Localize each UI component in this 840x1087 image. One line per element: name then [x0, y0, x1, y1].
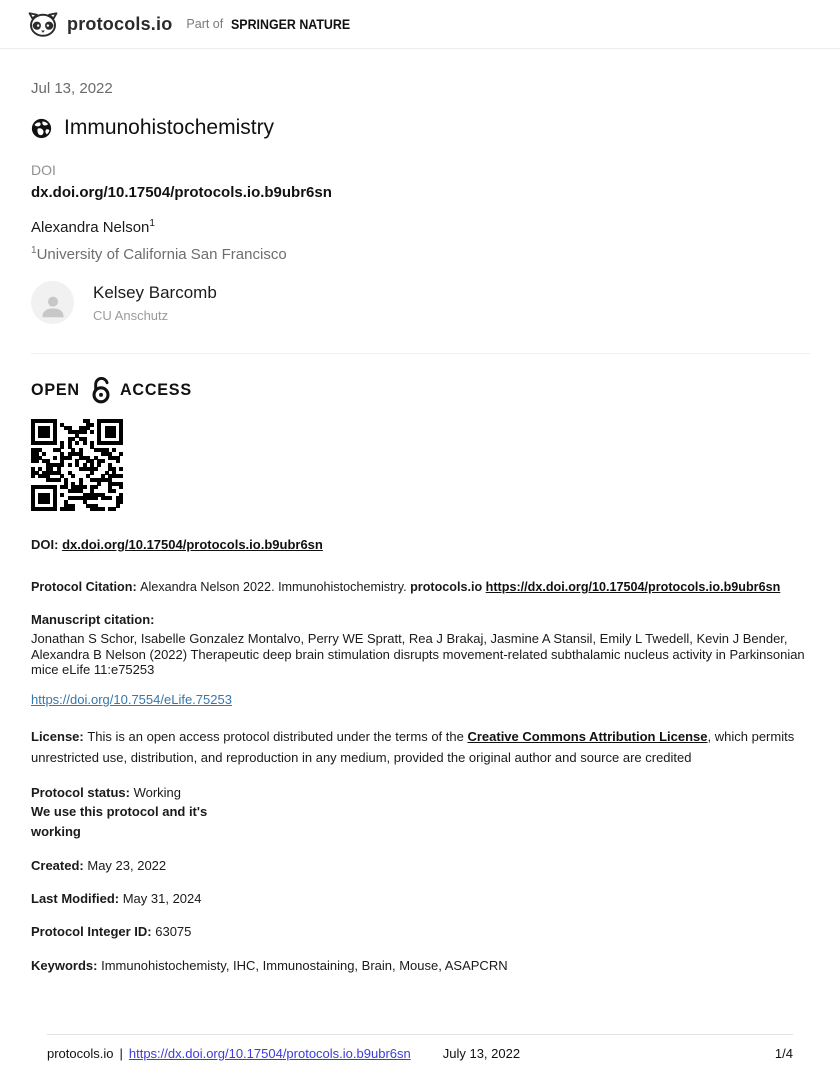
page-footer	[47, 1034, 793, 1061]
springer-nature-wordmark: SPRINGER NATURE	[231, 16, 351, 32]
author-text: Alexandra Nelson	[31, 219, 150, 236]
globe-public-icon	[31, 118, 52, 139]
footer-separator: |	[119, 1046, 123, 1061]
protocol-citation-text: Alexandra Nelson 2022. Immunohistochemistry.	[140, 580, 411, 595]
footer-doi-link[interactable]: https://dx.doi.org/10.17504/protocols.io.b9ubr6sn	[128, 1046, 411, 1061]
doi-link[interactable]: dx.doi.org/10.17504/protocols.io.b9ubr6sn	[62, 537, 323, 552]
last-modified-row	[31, 891, 810, 907]
status-note-line2: working	[31, 823, 81, 839]
status-note-line1: We use this protocol and it's	[31, 804, 208, 820]
author-affiliation	[31, 245, 810, 263]
last-modified-label: Last Modified:	[31, 891, 123, 907]
doi-citation-line	[31, 537, 810, 553]
affiliation-text: University of California San Francisco	[36, 246, 287, 263]
qr-code	[31, 419, 123, 511]
elife-doi-link[interactable]: https://doi.org/10.7554/eLife.75253	[31, 692, 232, 708]
uploader-profile[interactable]	[31, 281, 810, 324]
protocol-status-value: Working	[133, 785, 182, 801]
doi-label: DOI	[31, 162, 56, 178]
protocol-title: Immunohistochemistry	[64, 116, 275, 139]
last-modified-value: May 31, 2024	[122, 891, 202, 907]
manuscript-citation-text: Jonathan S Schor, Isabelle Gonzalez Montalvo, Perry WE Spratt, Rea J Brakaj, Jasmine A Stansil, Emily L Twedell, Kevin J Bender, Alexandra B Nelson (2022) Therapeutic deep brain stimulation disrupts movement-related subthalamic nucleus activity in Parkinsonian mice eLife 11:e75253	[31, 631, 805, 678]
license-label: License:	[31, 729, 88, 745]
protocol-integer-id-value: 63075	[155, 924, 192, 940]
author-name	[31, 218, 810, 236]
created-label: Created:	[31, 857, 88, 873]
publication-date: Jul 13, 2022	[31, 80, 113, 97]
license-pre-text: This is an open access protocol distributed under the terms of the	[87, 729, 468, 745]
protocol-integer-id-label: Protocol Integer ID:	[31, 924, 156, 940]
doi-value: dx.doi.org/10.17504/protocols.io.b9ubr6sn	[31, 184, 332, 201]
footer-page-number: 1/4	[774, 1046, 793, 1061]
license-paragraph	[31, 727, 810, 768]
keywords-value: Immunohistochemisty, IHC, Immunostaining, Brain, Mouse, ASAPCRN	[101, 957, 508, 973]
document-body	[0, 80, 840, 974]
created-row	[31, 858, 810, 874]
protocol-integer-id-row	[31, 924, 810, 940]
manuscript-citation-label: Manuscript citation:	[31, 611, 155, 627]
author-superscript: 1	[149, 218, 155, 229]
affiliation-superscript: 1	[31, 245, 37, 256]
protocol-citation	[31, 580, 810, 596]
person-icon	[38, 291, 68, 321]
protocol-citation-link[interactable]: https://dx.doi.org/10.17504/protocols.io.b9ubr6sn	[485, 580, 781, 595]
avatar	[31, 281, 74, 324]
doi-line-label: DOI:	[31, 537, 63, 552]
protocols-io-raccoon-logo-icon	[28, 11, 58, 38]
page-header	[0, 0, 840, 49]
open-lock-icon	[89, 375, 113, 404]
part-of-label: Part of	[186, 17, 224, 31]
footer-date: July 13, 2022	[442, 1046, 521, 1061]
open-access-logo	[31, 375, 810, 404]
section-divider	[31, 353, 810, 354]
protocol-status-block	[31, 783, 810, 841]
profile-text	[93, 283, 217, 323]
profile-organization: CU Anschutz	[93, 307, 169, 323]
created-value: May 23, 2022	[87, 857, 167, 873]
footer-brand: protocols.io	[47, 1046, 114, 1061]
open-access-access-label: ACCESS	[120, 379, 193, 399]
license-post-text: , which permits unrestricted use, distribution, and reproduction in any medium, provided the original author and source are credited	[31, 729, 795, 765]
brand-name: protocols.io	[67, 13, 173, 34]
keywords-label: Keywords:	[31, 957, 102, 973]
title-row	[31, 116, 810, 140]
protocol-citation-brand: protocols.io	[410, 580, 486, 595]
profile-name: Kelsey Barcomb	[93, 282, 217, 302]
footer-divider	[47, 1034, 793, 1035]
open-access-open-label: OPEN	[31, 379, 80, 399]
protocol-citation-label: Protocol Citation:	[31, 580, 141, 595]
cc-attribution-license-link[interactable]: Creative Commons Attribution License	[467, 729, 708, 745]
protocol-status-label: Protocol status:	[31, 785, 134, 801]
keywords-row	[31, 958, 810, 974]
